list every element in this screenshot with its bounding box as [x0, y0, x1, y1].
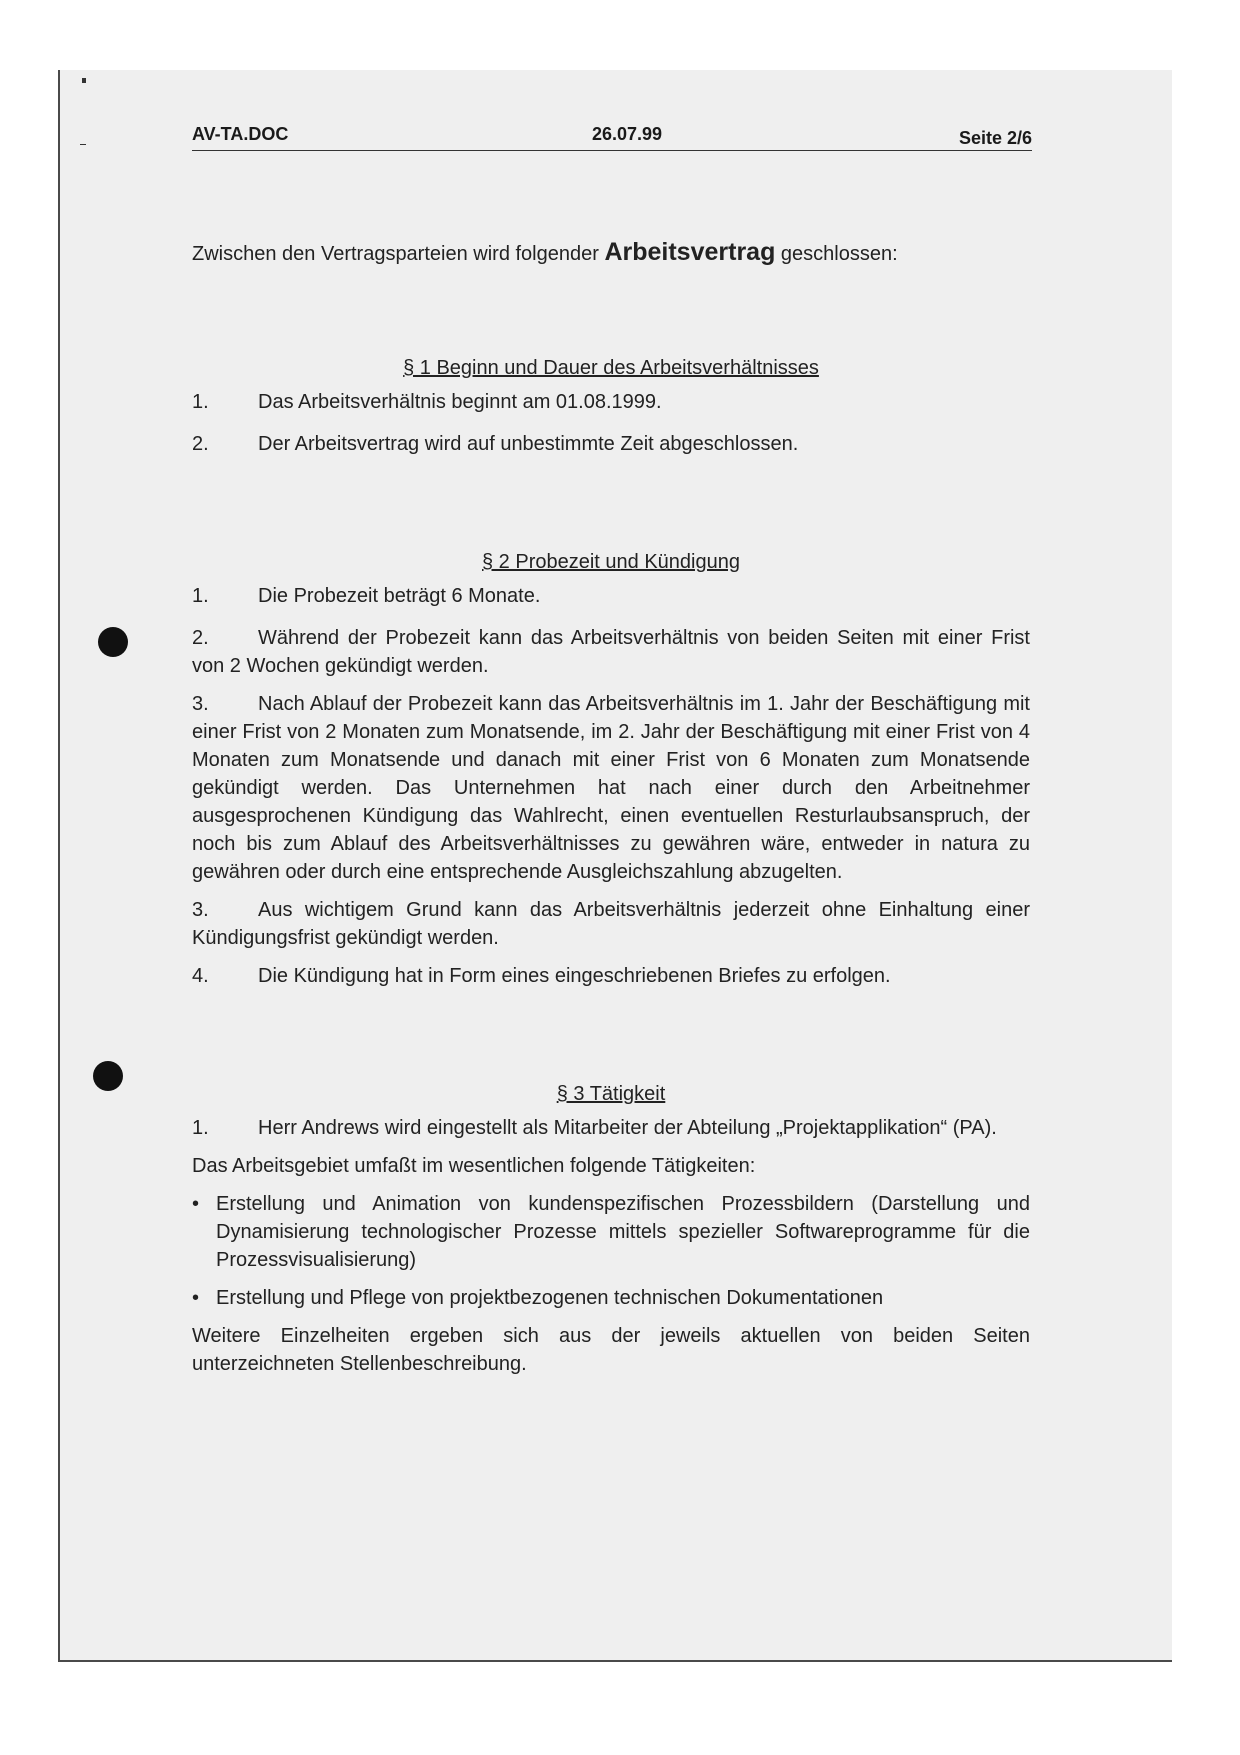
section-1-item — [192, 430, 1030, 458]
section-1 — [192, 354, 1030, 458]
item-text: Während der Probezeit kann das Arbeitsverhältnis von beiden Seiten mit einer Frist von 2 Wochen gekündigt werden. — [192, 627, 1030, 677]
document-body — [192, 238, 1030, 1388]
intro-sentence — [192, 238, 1030, 268]
intro-contract-term: Arbeitsvertrag — [604, 238, 776, 266]
item-number: 1. — [192, 1117, 209, 1139]
scan-speck — [82, 78, 86, 83]
item-number: 1. — [192, 391, 209, 413]
list-item — [192, 1284, 1030, 1312]
section-2 — [192, 548, 1030, 990]
item-number: 1. — [192, 585, 209, 607]
section-3-closing: Weitere Einzelheiten ergeben sich aus der jeweils aktuellen von beiden Seiten unterzeichneten Stellenbeschreibung. — [192, 1325, 1030, 1375]
section-3 — [192, 1080, 1030, 1378]
item-text: Die Kündigung hat in Form eines eingeschriebenen Briefes zu erfolgen. — [258, 965, 891, 987]
section-2-item — [192, 962, 1030, 990]
section-1-title: § 1 Beginn und Dauer des Arbeitsverhältnisses — [403, 357, 819, 379]
bullet-icon: • — [192, 1193, 200, 1215]
section-2-item — [192, 690, 1030, 886]
item-text: Der Arbeitsvertrag wird auf unbestimmte Zeit abgeschlossen. — [258, 433, 799, 455]
item-text: Herr Andrews wird eingestellt als Mitarbeiter der Abteilung „Projektapplikation“ (PA). — [258, 1117, 997, 1139]
section-2-item — [192, 624, 1030, 680]
item-number: 4. — [192, 965, 209, 987]
list-item — [192, 1190, 1030, 1274]
item-number: 3. — [192, 693, 209, 715]
section-3-item — [192, 1114, 1030, 1142]
item-text: Nach Ablauf der Probezeit kann das Arbeitsverhältnis im 1. Jahr der Beschäftigung mit einer Frist von 2 Monaten zum Monatsende, im 2. Jahr der Beschäftigung mit einer Frist von 4 Monaten zum Monatsende und danach mit einer Frist von 6 Monaten zum Monatsende gekündigt werden. Das Unternehmen hat nach einer durch den Arbeitnehmer ausgesprochenen Kündigung das Wahlrecht, einen eventuellen Resturlaubsanspruch, der noch bis zum Ablauf des Arbeitsverhältnisses zu gewähren wäre, entweder in natura zu gewähren oder durch eine entsprechende Ausgleichszahlung abzugelten. — [192, 693, 1030, 883]
section-2-title: § 2 Probezeit und Kündigung — [482, 551, 740, 573]
bullet-icon: • — [192, 1287, 200, 1309]
header-page-number: Seite 2/6 — [958, 128, 1032, 148]
item-text: Aus wichtigem Grund kann das Arbeitsverhältnis jederzeit ohne Einhaltung einer Kündigungsfrist gekündigt werden. — [192, 899, 1030, 949]
header-date: 26.07.99 — [592, 124, 663, 144]
section-3-title: § 3 Tätigkeit — [556, 1083, 666, 1105]
section-2-item — [192, 896, 1030, 952]
item-number: 3. — [192, 899, 209, 921]
intro-text-after: geschlossen: — [775, 243, 898, 265]
item-text: Das Arbeitsverhältnis beginnt am 01.08.1999. — [258, 391, 662, 413]
section-1-item — [192, 388, 1030, 416]
item-number: 2. — [192, 433, 209, 455]
intro-text-before: Zwischen den Vertragsparteien wird folgender — [192, 243, 605, 265]
scan-speck — [80, 144, 86, 145]
punch-hole-bottom — [93, 1061, 123, 1091]
header-filename: AV-TA.DOC — [192, 124, 289, 144]
section-3-lead: Das Arbeitsgebiet umfaßt im wesentlichen folgende Tätigkeiten: — [192, 1155, 756, 1177]
section-2-item — [192, 582, 1030, 610]
page-header — [192, 118, 1032, 151]
item-text: Die Probezeit beträgt 6 Monate. — [258, 585, 541, 607]
item-number: 2. — [192, 627, 209, 649]
bullet-text: Erstellung und Pflege von projektbezogenen technischen Dokumentationen — [216, 1287, 884, 1309]
punch-hole-top — [98, 627, 128, 657]
bullet-text: Erstellung und Animation von kundenspezifischen Prozessbildern (Darstellung und Dynamisierung technologischer Prozesse mittels spezieller Softwareprogramme für die Prozessvisualisierung) — [216, 1193, 1030, 1271]
